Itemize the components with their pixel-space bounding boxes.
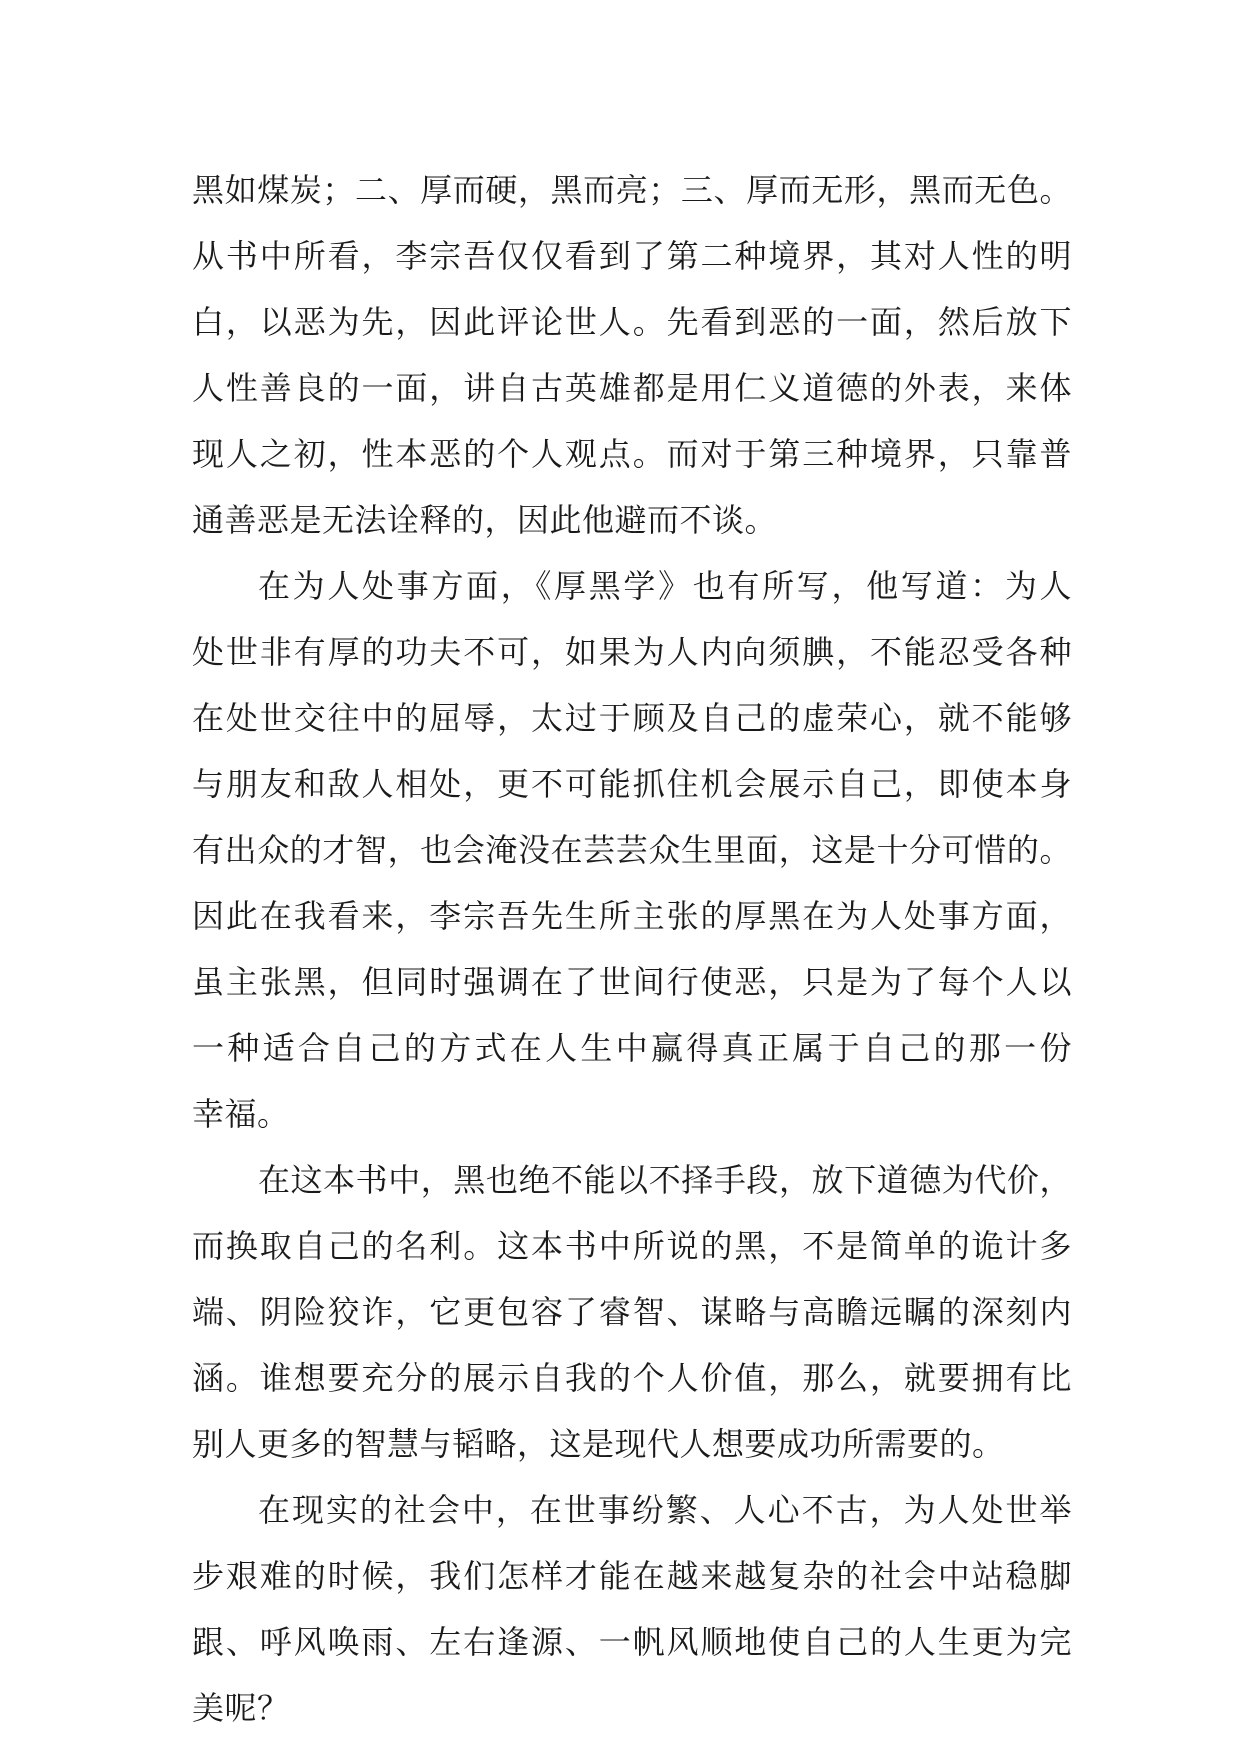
text-line: 在为人处事方面，《厚黑学》也有所写，他写道：为人 <box>258 567 1072 605</box>
text-line: 一种适合自己的方式在人生中赢得真正属于自己的那一份 <box>192 1029 1072 1067</box>
text-line: 黑如煤炭；二、厚而硬，黑而亮；三、厚而无形，黑而无色。 <box>192 171 1072 209</box>
text-line: 幸福。 <box>192 1095 290 1133</box>
text-line: 在现实的社会中，在世事纷繁、人心不古，为人处世举 <box>258 1491 1072 1529</box>
body-text <box>192 157 1072 1741</box>
text-line: 在处世交往中的屈辱，太过于顾及自己的虚荣心，就不能够 <box>192 699 1072 737</box>
text-line: 在这本书中，黑也绝不能以不择手段，放下道德为代价， <box>258 1161 1072 1199</box>
text-line: 步艰难的时候，我们怎样才能在越来越复杂的社会中站稳脚 <box>192 1557 1072 1595</box>
text-line: 虽主张黑，但同时强调在了世间行使恶，只是为了每个人以 <box>192 963 1072 1001</box>
text-line: 而换取自己的名利。这本书中所说的黑，不是简单的诡计多 <box>192 1227 1072 1265</box>
text-line: 从书中所看，李宗吾仅仅看到了第二种境界，其对人性的明 <box>192 237 1072 275</box>
text-line: 白，以恶为先，因此评论世人。先看到恶的一面，然后放下 <box>192 303 1072 341</box>
text-line: 涵。谁想要充分的展示自我的个人价值，那么，就要拥有比 <box>192 1359 1072 1397</box>
text-line: 与朋友和敌人相处，更不可能抓住机会展示自己，即使本身 <box>192 765 1072 803</box>
text-line: 处世非有厚的功夫不可，如果为人内向须腆，不能忍受各种 <box>192 633 1072 671</box>
text-line: 端、阴险狡诈，它更包容了睿智、谋略与高瞻远瞩的深刻内 <box>192 1293 1072 1331</box>
text-line: 因此在我看来，李宗吾先生所主张的厚黑在为人处事方面， <box>192 897 1072 935</box>
text-line: 美呢？ <box>192 1689 290 1727</box>
text-line: 人性善良的一面，讲自古英雄都是用仁义道德的外表，来体 <box>192 369 1072 407</box>
text-line: 现人之初，性本恶的个人观点。而对于第三种境界，只靠普 <box>192 435 1072 473</box>
text-line: 跟、呼风唤雨、左右逢源、一帆风顺地使自己的人生更为完 <box>192 1623 1072 1661</box>
text-line: 有出众的才智，也会淹没在芸芸众生里面，这是十分可惜的。 <box>192 831 1072 869</box>
text-line: 别人更多的智慧与韬略，这是现代人想要成功所需要的。 <box>192 1425 1005 1463</box>
text-line: 通善恶是无法诠释的，因此他避而不谈。 <box>192 501 778 539</box>
